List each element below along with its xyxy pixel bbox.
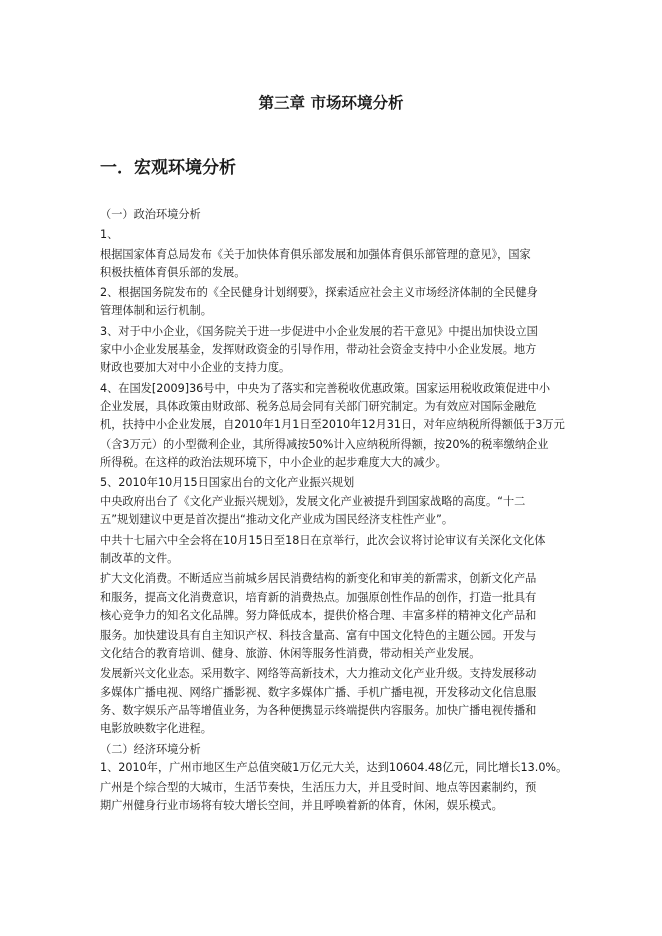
body-line: 所得税。在这样的政治法规环境下，中小企业的起步难度大大的减少。	[100, 456, 447, 469]
body-line: 机，扶持中小企业发展，自2010年1月1日至2010年12月31日，对年应纳税所得额低于3万元	[100, 418, 565, 431]
body-line: 根据国家体育总局发布《关于加快体育俱乐部发展和加强体育俱乐部管理的意见》，国家	[100, 248, 531, 261]
body-line: 1、	[100, 228, 119, 241]
body-line: 财政也要加大对中小企业的支持力度。	[100, 361, 291, 374]
body-line: 电影放映数字化进程。	[100, 722, 212, 735]
body-line: 多媒体广播电视、网络广播影视、数字多媒体广播、手机广播电视，开发移动文化信息服	[100, 686, 537, 699]
body-line: 核心竞争力的知名文化品牌。努力降低成本，提供价格合理、丰富多样的精神文化产品和	[100, 609, 537, 622]
body-line: （含3万元）的小型微利企业，其所得减按50%计入应纳税所得额，按20%的税率缴纳企业	[100, 438, 549, 451]
chapter-title: 第三章 市场环境分析	[258, 94, 404, 112]
body-line: （二）经济环境分析	[100, 743, 201, 756]
body-line: 2、根据国务院发布的《全民健身计划纲要》，探索适应社会主义市场经济体制的全民健身	[100, 286, 538, 299]
body-line: 管理体制和运行机制。	[100, 304, 212, 317]
body-line: 制改革的文件。	[100, 552, 179, 565]
body-line: 和服务，提高文化消费意识，培育新的消费热点。加强原创性作品的创作，打造一批具有	[100, 591, 537, 604]
body-line: 积极扶植体育俱乐部的发展。	[100, 266, 246, 279]
body-line: 务、数字娱乐产品等增值业务，为各种便携显示终端提供内容服务。加快广播电视传播和	[100, 704, 537, 717]
section-heading: 一．宏观环境分析	[100, 158, 236, 178]
body-line: 5、2010年10月15日国家出台的文化产业振兴规划	[100, 476, 355, 489]
body-line: 1、2010年，广州市地区生产总值突破1万亿元大关，达到10604.48亿元，同比增长13.0%。	[100, 761, 568, 774]
body-line: 中央政府出台了《文化产业振兴规划》，发展文化产业被提升到国家战略的高度。“十二	[100, 495, 526, 508]
body-line: 文化结合的教育培训、健身、旅游、休闲等服务性消费，带动相关产业发展。	[100, 647, 481, 660]
body-line: 3、对于中小企业，《国务院关于进一步促进中小企业发展的若干意见》中提出加快设立国	[100, 325, 538, 338]
body-line: 企业发展，具体政策由财政部、税务总局会同有关部门研究制定。为有效应对国际金融危	[100, 400, 537, 413]
body-line: 服务。加快建设具有自主知识产权、科技含量高、富有中国文化特色的主题公园。开发与	[100, 629, 537, 642]
body-line: 4、在国发[2009]36号中，中央为了落实和完善税收优惠政策。国家运用税收政策促进中小	[100, 382, 551, 395]
body-line: 期广州健身行业市场将有较大增长空间，并且呼唤着新的体育，休闲，娱乐模式。	[100, 799, 503, 812]
body-line: 广州是个综合型的大城市，生活节奏快，生活压力大，并且受时间、地点等因素制约，预	[100, 781, 537, 794]
body-line: 中共十七届六中全会将在10月15日至18日在京举行，此次会议将讨论审议有关深化文化体	[100, 534, 546, 547]
body-line: （一）政治环境分析	[100, 208, 201, 221]
body-line: 家中小企业发展基金，发挥财政资金的引导作用，带动社会资金支持中小企业发展。地方	[100, 343, 537, 356]
body-line: 扩大文化消费。不断适应当前城乡居民消费结构的新变化和审美的新需求，创新文化产品	[100, 572, 537, 585]
body-line: 发展新兴文化业态。采用数字、网络等高新技术，大力推动文化产业升级。支持发展移动	[100, 667, 537, 680]
body-line: 五”规划建议中更是首次提出“推动文化产业成为国民经济支柱性产业”。	[100, 513, 454, 526]
